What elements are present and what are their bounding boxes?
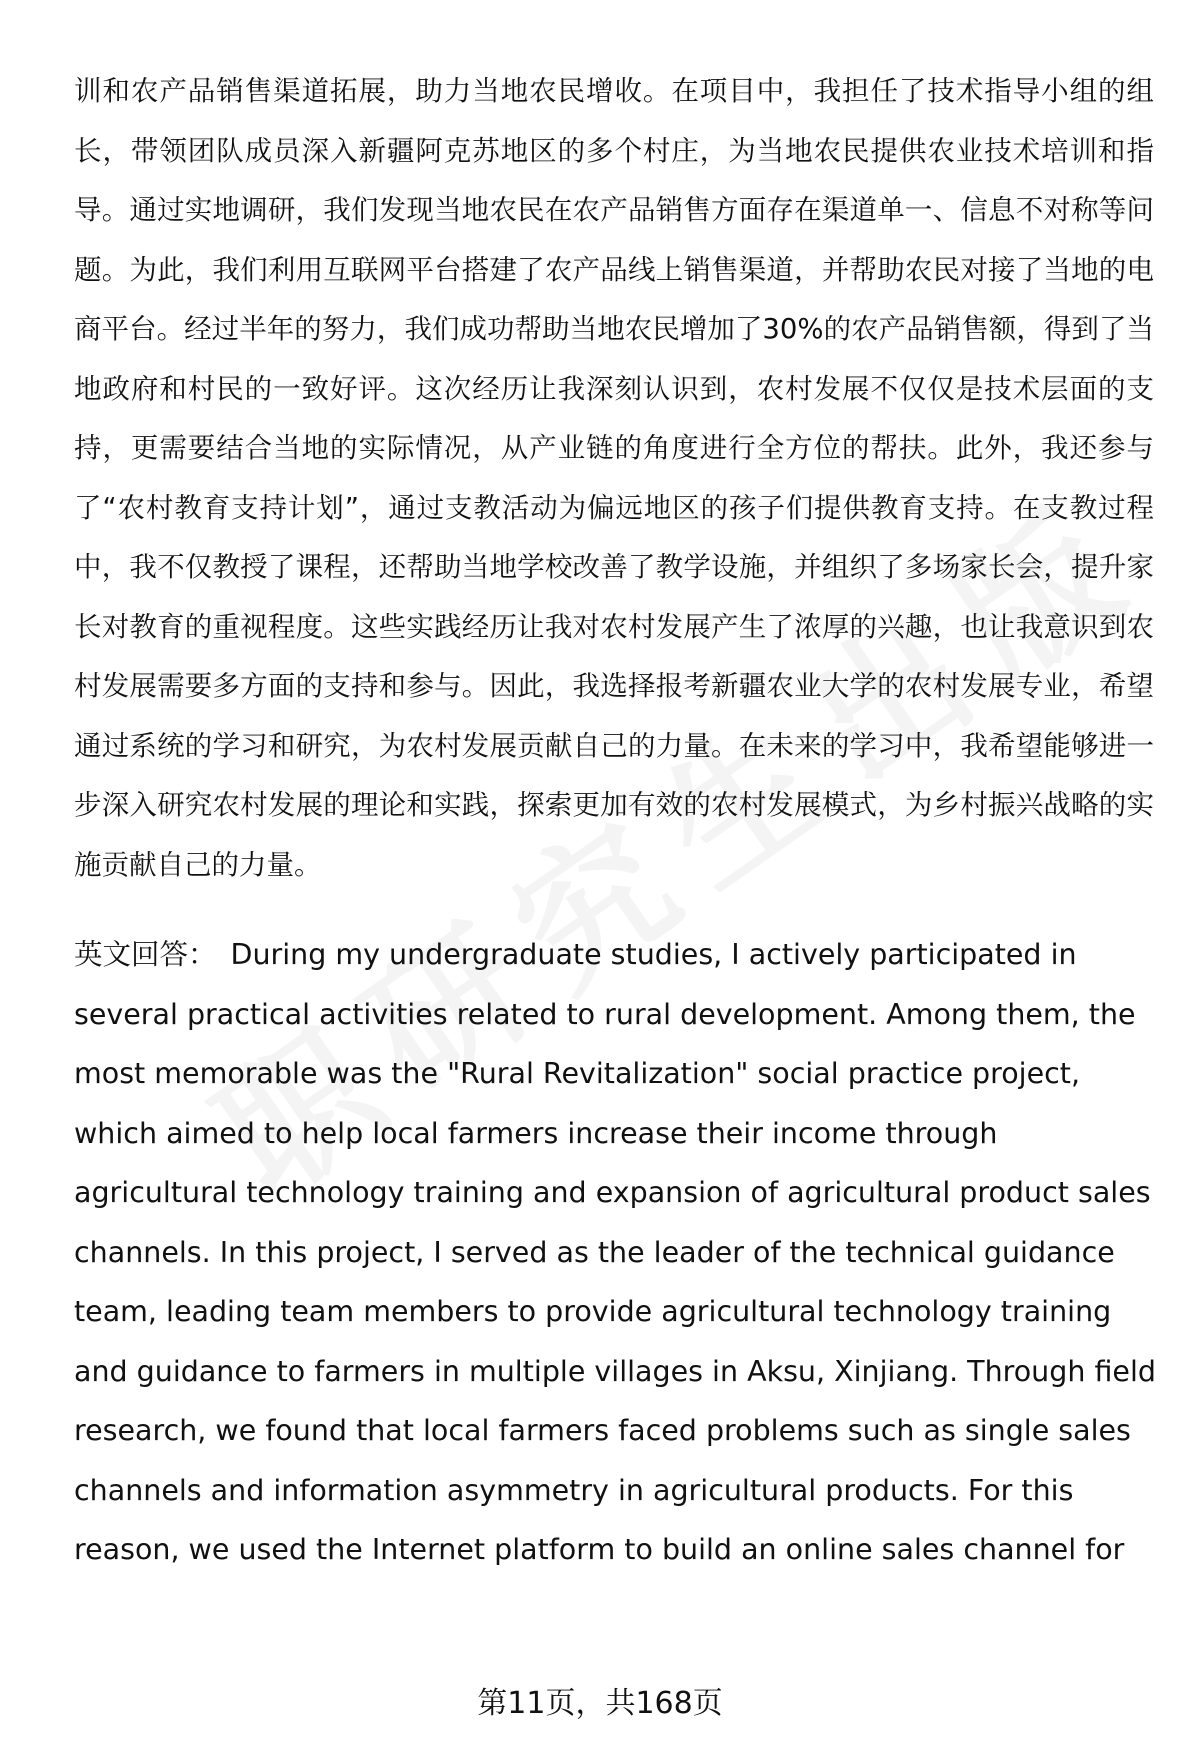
page-content: [74, 62, 1154, 1580]
english-answer-label: 英文回答：: [74, 938, 217, 971]
page-number: 第11页，共168页: [477, 1686, 723, 1721]
english-answer-paragraph: [74, 925, 1159, 1580]
chinese-answer-paragraph: 训和农产品销售渠道拓展，助力当地农民增收。在项目中，我担任了技术指导小组的组长，带领团队成员深入新疆阿克苏地区的多个村庄，为当地农民提供农业技术培训和指导。通过实地调研，我们发现当地农民在农产品销售方面存在渠道单一、信息不对称等问题。为此，我们利用互联网平台搭建了农产品线上销售渠道，并帮助农民对接了当地的电商平台。经过半年的努力，我们成功帮助当地农民增加了30%的农产品销售额，得到了当地政府和村民的一致好评。这次经历让我深刻认识到，农村发展不仅仅是技术层面的支持，更需要结合当地的实际情况，从产业链的角度进行全方位的帮扶。此外，我还参与了“农村教育支持计划”，通过支教活动为偏远地区的孩子们提供教育支持。在支教过程中，我不仅教授了课程，还帮助当地学校改善了教学设施，并组织了多场家长会，提升家长对教育的重视程度。这些实践经历让我对农村发展产生了浓厚的兴趣，也让我意识到农村发展需要多方面的支持和参与。因此，我选择报考新疆农业大学的农村发展专业，希望通过系统的学习和研究，为农村发展贡献自己的力量。在未来的学习中，我希望能够进一步深入研究农村发展的理论和实践，探索更加有效的农村发展模式，为乡村振兴战略的实施贡献自己的力量。: [74, 75, 1154, 881]
english-answer-text: During my undergraduate studies, I actively participated in several practical activities related to rural development. Among them, the most memorable was the "Rural Revitalization" social practice project, which aimed to help local farmers increase their income through agricultural technology training and expansion of agricultural product sales channels. In this project, I served as the leader of the technical guidance team, leading team members to provide agricultural technology training and guidance to farmers in multiple villages in Aksu, Xinjiang. Through field research, we found that local farmers faced problems such as single sales channels and information asymmetry in agricultural products. For this reason, we used the Internet platform to build an online sales channel for: [74, 938, 1156, 1566]
